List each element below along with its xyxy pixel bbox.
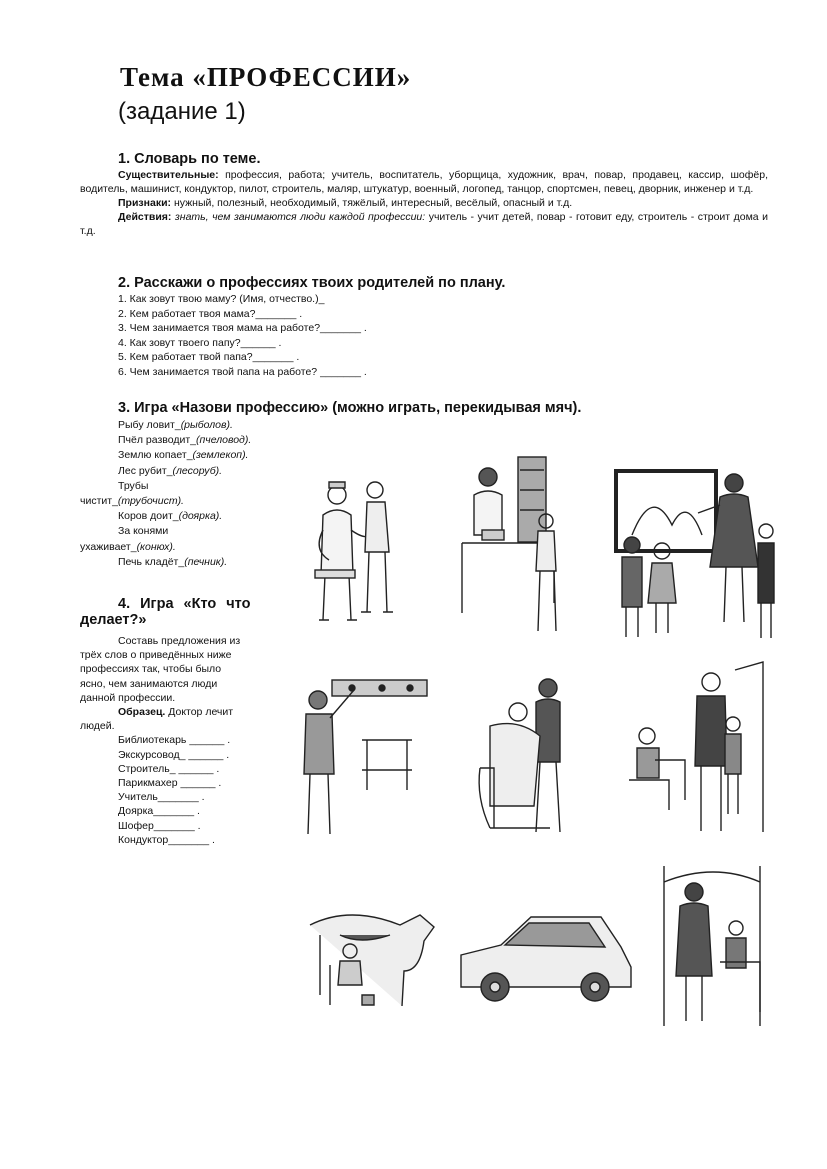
instruction-line: трёх слов о приведённых ниже — [80, 649, 232, 662]
item-text: Лес рубит_ — [118, 464, 173, 477]
salesperson-illustration — [460, 455, 570, 640]
instruction-line: ясно, чем занимаются люди — [80, 677, 218, 690]
item-answer: (конюх). — [136, 540, 176, 553]
profession-item: Библиотекарь ______ . — [118, 734, 231, 747]
section-heading: 4. Игра «Кто что — [118, 596, 251, 612]
section-3-items — [80, 418, 285, 570]
question-3: 3. Чем занимается твоя мама на работе?_______ . — [118, 322, 367, 334]
game-item — [80, 540, 285, 555]
nouns-paragraph — [80, 168, 768, 196]
hairdresser-illustration — [460, 668, 580, 843]
builder-illustration — [302, 660, 432, 840]
item-text: Пчёл разводит_ — [118, 434, 196, 447]
question-6: 6. Чем занимается твой папа на работе? _______ . — [118, 365, 367, 378]
section-heading: 1. Словарь по теме. — [118, 151, 261, 167]
guide-illustration — [612, 465, 782, 645]
question-1: 1. Как зовут твою маму? (Имя, отчество.)_ — [118, 293, 325, 305]
profession-item: Доярка_______ . — [118, 805, 200, 818]
question-2: 2. Кем работает твоя мама?_______ . — [118, 307, 303, 320]
milkmaid-illustration — [300, 895, 440, 1010]
section-1-body — [80, 168, 768, 238]
sample-label: Образец. — [118, 706, 166, 719]
instruction-line: Составь предложения из — [118, 635, 241, 647]
act-paragraph — [80, 210, 768, 238]
sample-line — [80, 705, 280, 719]
section-4-heading — [80, 596, 280, 628]
profession-item: Строитель_ ______ . — [118, 762, 220, 775]
item-text: Печь кладёт_ — [118, 555, 185, 568]
nouns-label: Существительные: — [118, 169, 219, 181]
car-illustration — [455, 905, 635, 1010]
section-2-heading — [118, 275, 505, 291]
sample-text-cont: людей. — [80, 720, 115, 733]
game-item — [80, 464, 285, 479]
item-answer: (рыболов). — [180, 419, 233, 431]
section-2-questions — [118, 292, 367, 379]
instruction-line: данной профессии. — [80, 691, 176, 704]
section-4-body — [80, 634, 280, 847]
teacher-illustration — [625, 660, 765, 845]
item-text: чистит_ — [80, 495, 118, 508]
act-italic: знать, чем занимаются люди каждой профессии: — [171, 211, 426, 223]
section-heading: 3. Игра «Назови профессию» (можно играть, перекидывая мяч). — [118, 400, 582, 416]
section-1-heading — [118, 151, 261, 167]
question-4: 4. Как зовут твоего папу?______ . — [118, 336, 282, 349]
adj-text: нужный, полезный, необходимый, тяжёлый, интересный, весёлый, опасный и т.д. — [171, 197, 573, 209]
conductor-illustration — [660, 862, 770, 1027]
question-5: 5. Кем работает твой папа?_______ . — [118, 351, 300, 363]
item-answer: (печник). — [184, 555, 228, 568]
profession-item: Экскурсовод_ ______ . — [118, 748, 230, 761]
item-answer: (лесоруб). — [172, 464, 223, 477]
game-item — [80, 418, 285, 433]
item-answer: (пчеловод). — [196, 434, 252, 447]
item-answer: (землекоп). — [192, 449, 249, 462]
section-heading: 2. Расскажи о профессиях твоих родителей по плану. — [118, 275, 506, 291]
profession-item: Кондуктор_______ . — [118, 833, 215, 846]
item-text: Рыбу ловит_ — [118, 419, 181, 431]
section-3-heading — [118, 400, 581, 416]
profession-item: Учитель_______ . — [118, 791, 205, 804]
game-item — [80, 509, 285, 524]
game-item: Трубы — [118, 479, 149, 492]
sample-text: Доктор лечит — [165, 706, 234, 719]
page-title: Тема «ПРОФЕССИИ» — [120, 62, 412, 92]
game-item — [80, 448, 285, 463]
item-text: Коров доит_ — [118, 510, 179, 523]
item-answer: (трубочист). — [117, 495, 184, 508]
game-item — [80, 433, 285, 448]
profession-item: Парикмахер ______ . — [118, 777, 222, 790]
game-item — [80, 494, 285, 509]
game-item: За конями — [118, 525, 169, 538]
item-text: ухаживает_ — [80, 540, 137, 553]
profession-item: Шофер_______ . — [118, 819, 201, 832]
section-heading-cont: делает?» — [80, 612, 147, 628]
instruction-line: профессиях так, чтобы было — [80, 663, 222, 676]
nouns-text: профессия, работа; учитель, воспитатель, уборщица, художник, врач, повар, продавец, кассир, шофёр, водитель, машинист, кондуктор, пилот, строитель, маляр, штукатур, военный, логопед, танцор, спортсмен, певец, дворник, инженер и т.д. — [80, 169, 768, 195]
adj-label: Признаки: — [118, 197, 172, 209]
adj-paragraph — [80, 196, 768, 210]
item-text: Землю копает_ — [118, 449, 193, 462]
doctor-illustration — [305, 470, 400, 640]
item-answer: (доярка). — [178, 510, 223, 523]
act-text: учитель - учит детей, повар - готовит еду, строитель - строит дома и т.д. — [80, 211, 768, 237]
game-item — [80, 555, 285, 570]
act-label: Действия: — [118, 211, 172, 223]
page-subtitle: (задание 1) — [118, 98, 246, 125]
